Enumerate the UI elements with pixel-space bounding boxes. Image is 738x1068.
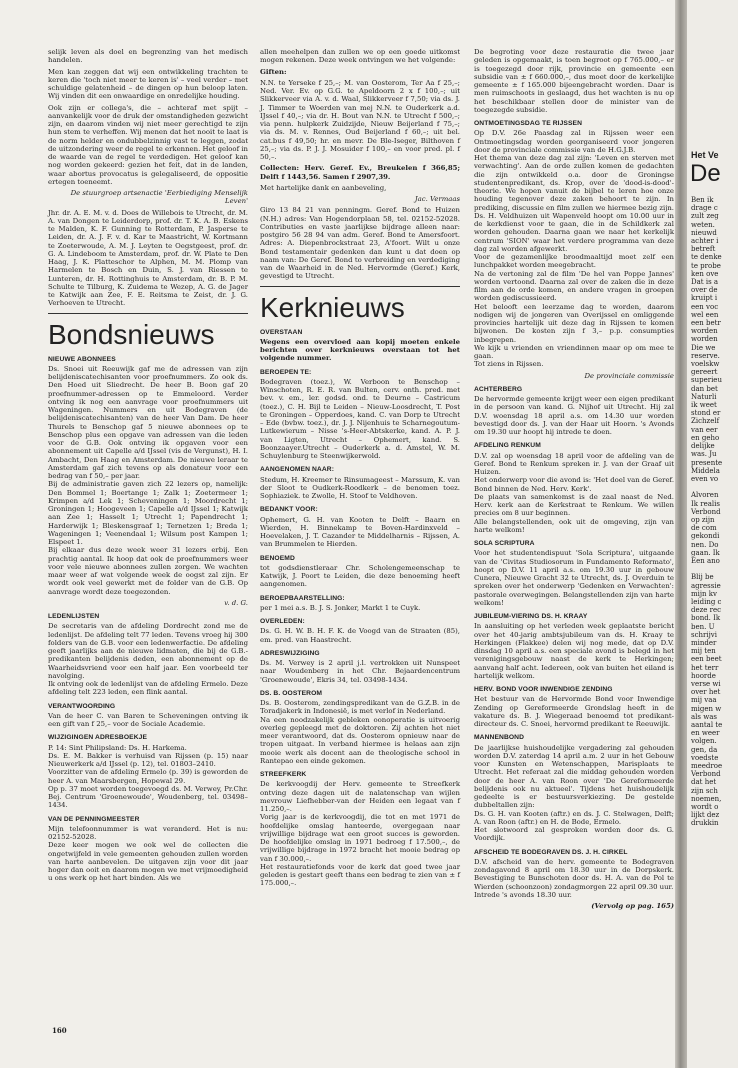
heading-bedankt: BEDANKT VOOR:	[260, 506, 318, 514]
heading-verantwoording: VERANTWOORDING	[48, 702, 116, 710]
section-title-kerknieuws: Kerknieuws	[260, 291, 405, 323]
next-page-text: Ben ik drage c zult zeg weten. nieuwd achter i betreft te denke te probe ken ove Dat is a over de kruipt i een voc wel een een betr worden worden Die we reserve. voelskw gereert superieu dan bet Naturli ik weet stond er Zichzelf van eer en geho delijke was. Ju presente Middela even vo Alvoren Ik realis Verbond op zijn de com gekondi nen. Do gaan. Ik Een ano Blij be agressie mijn kv leiding c deze rec bond. Ik ben. U schrijvi minder mij ten een beet het terr hoorde verse wi over het mij vaa migen w als was aantal te en weer volgen. gen, da voedste meedroe Verbond dat het zijn sch noemen, wordt o lijkt dez drukkin	[691, 196, 723, 828]
sign-ontmoetingsdag: De provinciale commissie	[584, 371, 674, 380]
section-rule	[48, 313, 248, 314]
column-2	[260, 48, 460, 891]
intro-paragraph-3: Ook zijn er collega's, die – achteraf met spijt – aanvankelijk voor de druk der omstandigheden gezwicht zijn, en daarom vinden wij niet meer gerechtigd te zijn hun stem te verheffen. Wij menen dat het nooit te laat is de norm helder en ondubbelzinnig vast te leggen, zodat de uitzondering weer de regel te erkennen. Het geloof in de waarde van de regel te verdedigen. Het geloof kan nog worden gekeerd: gezien het feit, dat in de landen, waar abortus provocatus is gelegaliseerd, de oppositie ertegen toeneemt.	[48, 103, 248, 186]
heading-benoemd: BENOEMD	[260, 554, 295, 562]
heading-sola-scriptura: SOLA SCRIPTURA	[474, 540, 535, 547]
text-adreswijziging: Ds. M. Verwey is 2 april j.l. vertrokken uit Nunspeet naar Woudenberg in het Chr. Bejaardencentrum 'Groenewoude', Ekris 34, tel. 03498-1434.	[260, 659, 460, 684]
section-title-bondsnieuws: Bondsnieuws	[48, 318, 215, 350]
heading-beroepbaarstelling: BEROEPBAARSTELLING:	[260, 594, 345, 602]
giften-label: Giften:	[260, 67, 287, 76]
penningmeester-sign: Jac. Vermaas	[414, 195, 460, 203]
text-beroepen: Bodegraven (toez.), W. Verboon te Benschop – Winschoten, R. E. R. van Bulten, cerv. onth. pred. met bev. v. em., ler. godsd. ond. te Deurne – Castricum (toez.), C. H. Bijl te Leiden – Nieuw-Loosdrecht, T. Post te Groningen – Opperdoes, kand. C. van Dorp te Utrecht – Ede (bvbw. toez.), dr. J. J. Nijenhuis te Scharnegoutum-Lutkewierum – Nisse 's-Heer-Abtskerke, kand. A. P. J. van Ligten, Utrecht – Ophemert, kand. S. Boonzaayer.Utrecht – Ouderkerk a. d. Amstel, W. M. Schuylenburg te Steenwijkerwold.	[260, 377, 460, 460]
text-overleden: Ds. G. H. W. B. H. F. K. de Voogd van de Straaten (85), em. pred. van Haastrecht.	[260, 627, 460, 644]
stuurgroep-signoff: De stuurgroep artsenactie 'Eerbiediging Menselijk Leven'	[70, 189, 248, 206]
heading-mannenbond: MANNENBOND	[474, 734, 525, 742]
page-number: 160	[52, 1026, 67, 1035]
text-beroepbaarstelling: per 1 mei a.s. B. J. S. Jonker, Markt 1 te Cuyk.	[260, 603, 421, 612]
text-jubileum: In aansluiting op het verleden week geplaatste bericht over het 40-jarig ambtsjubileum van ds. H. Kraay te Herkingen (Flakkee) delen wij nog mede, dat op D.V. dinsdag 10 april a.s. een speciale avond is belegd in het verenigingsgebouw naast de kerk te Herkingen; aanvang half acht. Iedereen, ook van buiten het eiland is hartelijk welkom.	[474, 622, 674, 680]
text-overstaan: Wegens een overvloed aan kopij moeten enkele berichten over kerknieuws overstaan tot het volgende nummer.	[260, 337, 460, 363]
heading-overstaan: OVERSTAAN	[260, 328, 303, 336]
heading-afscheid-bodegraven: AFSCHEID TE BODEGRAVEN DS. J. H. CIRKEL	[474, 848, 628, 856]
heading-streefkerk: STREEFKERK	[260, 771, 307, 778]
giften-intro: allen meehelpen dan zullen we op een goede uitkomst mogen rekenen. Deze week ontvingen we het volgende:	[260, 48, 460, 65]
heading-aangenomen: AANGENOMEN NAAR:	[260, 466, 335, 474]
heading-ledenlijsten: LEDENLIJSTEN	[48, 613, 100, 620]
heading-beroepen: BEROEPEN TE:	[260, 368, 312, 376]
text-achterberg: De hervormde gemeente krijgt weer een eigen predikant in de persoon van kand. G. Nijhof uit Utrecht. Hij zal D.V. woensdag 18 april a.s. om 14.30 uur worden bevestigd door ds. J. van der Haar uit Hoorn. 's Avonds om 19.30 uur hoopt hij intrede te doen.	[474, 395, 674, 436]
heading-wijzigingen-adresboekje: WIJZIGINGEN ADRESBOEKJE	[48, 734, 148, 742]
intro-paragraph-1: selijk leven als doel en begrenzing van het medisch handelen.	[48, 48, 248, 65]
column-3	[474, 48, 674, 913]
text-bedankt: Ophemert, G. H. van Kooten te Delft – Baarn en Wierden, H. Binnekamp te Boven-Hardinxveld – Hoevelaken, J. T. Cazander te Middelharnis – Rijssen, A. van Brummelen te Hierden.	[260, 515, 460, 549]
text-inwendige-zending: Het bestuur van de Hervormde Bond voor Inwendige Zending op Gereformeerde Grondslag heeft in de vakature ds. B. J. Wiegeraad benoemd tot predikant-directeur ds. C. Snoei, hervormd predikant te Reeuwijk.	[474, 695, 674, 728]
text-afscheid-bodegraven: D.V. afscheid van de herv. gemeente te Bodegraven zondagavond 8 april om 18.30 uur in de Dorpskerk. Bevestiging te Bunschoten door ds. H. A. van de Pol te Wierden (schoonzoon) zondagmorgen 22 april 09.30 uur. Intrede 's avonds 18.30 uur.	[474, 857, 674, 899]
section-rule	[260, 286, 460, 287]
heading-ontmoetingsdag: ONTMOETINGSDAG TE RIJSSEN	[474, 120, 583, 127]
restauratie-text: De begroting voor deze restauratie die twee jaar geleden is opgemaakt, is toen begroot op f 765.000,– er is toegezegd door rijk, provincie en gemeente een subsidie van ± f 660.000,–, dus moet door de kerkelijke gemeente ± f 165.000 bijeengebracht worden. Daar is men ruimschoots in geslaagd, dus het wachten is nu op het beschikbaar stellen door de minister van de toegezegde subsidie.	[474, 48, 674, 114]
next-page-edge	[687, 0, 738, 1068]
heading-adreswijziging: ADRESWIJZIGING	[260, 649, 320, 657]
intro-paragraph-2: Men kan zeggen dat wij een ontwikkeling trachten te keren die 'toch niet meer te keren is' – veel verder – met schuldige gelatenheid – de dingen op hun beloop laten. Wij vinden dit een onwaardige en onredelijke houding.	[48, 67, 248, 101]
text-verantwoording: Van de heer C. van Baren te Scheveningen ontving ik een gift van f 25,– voor de Sociale Academie.	[48, 711, 248, 728]
text-mannenbond: De jaarlijkse huishoudelijke vergadering zal gehouden worden D.V. zaterdag 14 april a.m. 2 uur in het Gebouw voor Kunsten en Wetenschappen, Marisplaats te Utrecht. Het referaat zal die middag gehouden worden door de heer A. van Roon over 'De Gereformeerde belijdenis ook nu aktueel'. Tijdens het huishoudelijk gedeelte is er bestuursverkiezing. De gestelde dubbeltallen zijn: Ds. G. H. van Kooten (aftr.) en ds. J. C. Stelwagen, Delft; A. van Roon (aftr.) en H. de Bode, Ermelo. Het slotwoord zal gesproken worden door ds. G. Voordijk.	[474, 743, 674, 843]
text-benoemd: tot godsdienstleraar Chr. Scholengemeenschap te Katwijk, J. Poort te Leiden, die deze benoeming heeft aangenomen.	[260, 563, 460, 589]
thanks-line: Met hartelijke dank en aanbeveling,	[260, 183, 387, 192]
column-1	[48, 48, 248, 886]
heading-nieuwe-abonnees: NIEUWE ABONNEES	[48, 355, 116, 363]
text-ledenlijsten: De secretaris van de afdeling Dordrecht zond me de ledenlijst. De afdeling telt 77 leden. Tevens vroeg hij 300 folders van de G.B. voor een ledenwerfactie. De afdeling geeft jaarlijks aan de nieuwe lidmaten, die bij de G.B.-predikanten belijdenis deden, een abonnement op de Waarheidsvriend voor een half jaar. Een voorbeeld ter navolging. Ik ontving ook de ledenlijst van de afdeling Ermelo. Deze afdeling telt 223 leden, een flink aantal.	[48, 622, 248, 697]
heading-inwendige-zending: HERV. BOND VOOR INWENDIGE ZENDING	[474, 686, 613, 693]
text-sola-scriptura: Voor het studentendispuut 'Sola Scriptura', uitgaande van de 'Civitas Studiosorum in Fundamento Reformato', hoopt op D.V. 11 april a.s. om 19.30 uur in gebouw Cunera, Nieuwe Gracht 32 te Utrecht, ds. J. Overduin te spreken over het onderwerp 'Gedenken en Verwachten': pastorale overwegingen. Belangstellenden zijn van harte welkom!	[474, 549, 674, 607]
next-page-title: De	[690, 160, 721, 187]
text-wijzigingen-adresboekje: P. 14: Sint Philipsland: Ds. H. Harkema. Ds. E. M. Bakker is verhuisd van Rijssen (p. 15) naar Nieuwerkerk a/d IJssel (p. 12), tel. 01803–2410. Voorzitter van de afdeling Ermelo (p. 39) is geworden de heer A. van Maarsbergen, Hopewal 29. Op p. 37 moet worden toegevoegd ds. M. Verwey, Pr.Chr. Bej. Centrum 'Groenewoude', Woudenberg, tel. 03498–1434.	[48, 743, 248, 810]
heading-jubileum: JUBILEUM-VIERING DS. H. KRAAY	[474, 613, 588, 620]
heading-penningmeester: VAN DE PENNINGMEESTER	[48, 815, 140, 823]
sign-nieuwe-abonnees: v. d. G.	[224, 598, 248, 607]
heading-achterberg: ACHTERBERG	[474, 385, 523, 393]
giften-list: N.N. te Yerseke f 25,–; M. van Oosterom, Ter Aa f 25,–; Ned. Ver. Ev. op G.G. te Apeldoorn 2 x f 100,–; uit Slikkerveer via A. v. d. Waal, Slikkerveer f 7,50; via ds. J. J. Timmer te Woerden van mej N.N. te Ouderkerk a.d. IJssel f 40,–; via dr. H. Bout van N.N. te Utrecht f 500,–; via penn. hulpkerk Zuidzijde, Nieuw Beijerland f 75,–; via ds. M. v. Rennes, Oud Beijerland f 60,–; uit bel. cat.bus f 49,50; hr. en mevr. De Ble-Iseger, Bilthoven f 25,–; via ds. P. J. J. Mosuider f 100,– en voor pred. pl. f 50,–.	[260, 78, 460, 161]
text-afdeling-renkum: D.V. zal op woensdag 18 april voor de afdeling van de Geref. Bond te Renkum spreken ir. J. van der Graaf uit Huizen. Het onderwerp voor die avond is: 'Het doel van de Geref. Bond binnen de Ned. Herv. Kerk'. De plaats van samenkomst is de zaal naast de Ned. Herv. kerk aan de Kerkstraat te Renkum. We willen precies om 8 uur beginnen. Alle belangstellenden, ook uit de omgeving, zijn van harte welkom!	[474, 451, 675, 534]
signatory-names: Jhr. dr. A. E. M. v. d. Does de Willebois te Utrecht, dr. M. A. van Dongen te Leiderdorp, prof. dr. T. K. A. B. Eskens te Malden, K. F. Gunning te Rotterdam, P. Jasperse te Leiden, dr. A. J. F. v. d. Kar te Maastricht, W. Kortmann te Zoeterwoude, A. M. J. Leyten te Oegstgeest, prof. dr. G. A. Lindeboom te Amsterdam, prof. dr. W. Plate te Den Haag, J. K. Platteschor te Alphen, M. M. Plomp van Harmelen te Bosch en Duin, S. J. van Riessen te Lunteren, dr. H. Rottinghuis te Amsterdam, dr. B. P. M. Schulte te Tilburg, K. Zuidema te Wezep, A. G. de Jager te Katwijk aan Zee, F. E. Reitsma te Zeist, dr. J. G. Verhoeven te Utrecht.	[48, 208, 248, 308]
giro-info: Giro 13 84 21 van penningm. Geref. Bond te Huizen (N.H.) adres: Van Hogendorplaan 58, tel. 02152-52028. Contributies en vaste jaarlijkse bijdrage alleen naar: postgiro 56 28 94 van adm. Geref. Bond te Amersfoort. Adres: A. Diepenbrockstraat 23, A'foort. Wilt u onze Bond testamentair gedenken dan kunt u dat doen op naam van: De Geref. Bond to verbreiding en verdediging van de Waarheid in de Ned. Hervormde (Geref.) Kerk, gevestigd te Utrecht.	[260, 206, 460, 281]
heading-ds-oosterom: DS. B. OOSTEROM	[260, 689, 323, 697]
text-aangenomen: Stedum, H. Kreemer te Rinsumageest – Marssum, K. van der Sloot te Oudkerk-Roodkerk – de benomen toez. Sophiaziek. te Zwolle, H. Stoof te Veldhoven.	[260, 475, 460, 500]
continued-note: (Vervolg op pag. 165)	[591, 902, 674, 910]
heading-afdeling-renkum: AFDELING RENKUM	[474, 442, 541, 450]
text-nieuwe-abonnees: Ds. Snoei uit Reeuwijk gaf me de adressen van zijn belijdeniscatechisanten voor proefnummers. Zo ook ds. Den Hoed uit Sliedrecht. De heer B. Boon gaf 20 proefnummer-adressen op te Emmeloord. Verder ontving ik nog een aanvrage voor proefnummers uit Wageningen. Nummers en uit Bodegraven (de belijdeniscatechisanten) van de heer Van Dam. De heer Thurels te Benschop gaf 5 nieuwe abonnees op te Benschop plus een opgave van adressen van die leden voor de G.B. Ook ontving ik opgaven voor een abonnement uit Capelle a/d IJssel (vis de Vergunst), H. I. Ambacht, Den Haag en Amsterdam. De nieuwe leraar te Amsterdam gaf zich tevens op als donateur voor een bedrag van f 50,– per jaar. Bij de administratie gaven zich 22 lezers op, namelijk: Den Bommel 1; Boertange 1; Zalk 1; Zoetermeer 1; Krimpen a/d Lek 1; Scheveningen 1; Moordrecht 1; Groningen 1; Hoogeveen 1; Capelle a/d IJssel 1; Katwijk aan Zee 1; Hasselt 1; Utrecht 1; Papendrecht 1; Harderwijk 1; Bleskensgraaf 1; Ternetzen 1; Breda 1; Wageningen 1; Veenendaal 1; Wilsum post Kampen 1; Elspeet 1. Bij elkaar dus deze week weer 31 lezers erbij. Een prachtig aantal. Ik hoop dat ook de proefnummers weer voor vele nieuwe abonnees zullen zorgen. We wachten maar weer af wat volgende week de oogst zal zijn. Er wordt ook veel gewerkt met de folder van de G.B. Op aanvrage wordt deze toegezonden.	[48, 364, 248, 596]
text-ds-oosterom: Ds. B. Oosterom, zendingspredikant van de G.Z.B. in de Toradjakerk in Indonesië, is met verlof in Nederland. Na een noodzakelijk gebleken oonoperatie is uitvoerig overleg gepleegd met de doktoren. Zij achten het niet meer verantwoord, dat ds. Oosterom opnieuw naar de tropen uitgaat. In verband hiermee is helaas aan zijn mooie werk als docent aan de theologische school in Rantepao een einde gekomen.	[260, 699, 460, 765]
text-ontmoetingsdag: Op D.V. 26e Paasdag zal in Rijssen weer een Ontmoetingsdag worden georganiseerd voor jongeren door de provinciale commissie van de H.G.J.B. Het thema van deze dag zal zijn: 'Leven en sterven met verwachting'. Aan de orde zullen komen de gedachten die zijn ontwikkeld o.a. door de Groningse studentenpredikant, ds. Krop, over de 'dood-is-dood'-theorie. We hopen vanuit de bijbel te leren hoe onze houding tegenover deze zaken behoort te zijn. In prediking, discussie en film zullen we hiermee bezig zijn. Ds. H. Veldhuizen uit Wapenveld hoopt om 10.00 uur in de kerkdienst voor te gaan, die in de Schildkerk zal worden gehouden. Daarna gaan we naar het kerkelijk centrum 'SION' waar het verdere programma van deze dag zal worden afgewerkt. Voor de gezamenlijke broodmaaltijd moet zelf een lunchpakket worden meegebracht. Na de vertoning zal de film 'De hel van Poppe Jannes' worden vertoond. Daarna zal over de zaken die in deze film aan de orde komen, en andere vragen in groepen worden gediscussieerd. Het belooft een leerzame dag te worden, daarom nodigen wij de jongeren van Overijssel en omliggende provincies hartelijk uit deze dag in Rijssen te komen bijwonen. De kosten zijn f 3,– p.p. consumpties inbegrepen. We kijk u vrienden en vriendinnen maar op om mee te gaan. Tot ziens in Rijssen.	[474, 129, 674, 369]
text-penningmeester: Mijn telefoonnummer is wat veranderd. Het is nu: 02152-52028. Deze keer mogen we ook wel de collecten die ongetwijfeld in vele gemeenten gehouden zullen worden van harte aanbevelen. De uitgaven zijn voor dit jaar hoger dan ooit en daarom mogen we met vrijmoedigheid u ons werk op het hart binden. Als we	[48, 824, 248, 883]
heading-overleden: OVERLEDEN:	[260, 618, 305, 625]
next-page-running-head: Het Ve	[691, 150, 719, 160]
book-gutter	[675, 0, 687, 1068]
collecten: Collecten: Herv. Geref. Ev., Breukelen f 366,85; Delft f 1443,56. Samen f 2907,39.	[260, 164, 460, 181]
text-streefkerk: De kerkvoogdij der Herv. gemeente te Streefkerk ontving deze dagen uit de nalatenschap van wijlen mevrouw Liefhebber-van der Heiden een legaat van f 11.250,–. Vorig jaar is de kerkvoogdij, die tot en met 1971 de hoofdelijke omslag hanteerde, overgegaan naar vrijwillige bijdrage wat een groot succes is geworden. De hoofdelijke omslag in 1971 bedroeg f 17.500,–, de vrijwillige bijdrage in 1972 bracht het mooie bedrag op van f 30.000,–. Het restauratiefonds voor de kerk dat goed twee jaar geleden is gestart geeft thans een bedrag te zien van ± f 175.000,–.	[260, 780, 460, 888]
